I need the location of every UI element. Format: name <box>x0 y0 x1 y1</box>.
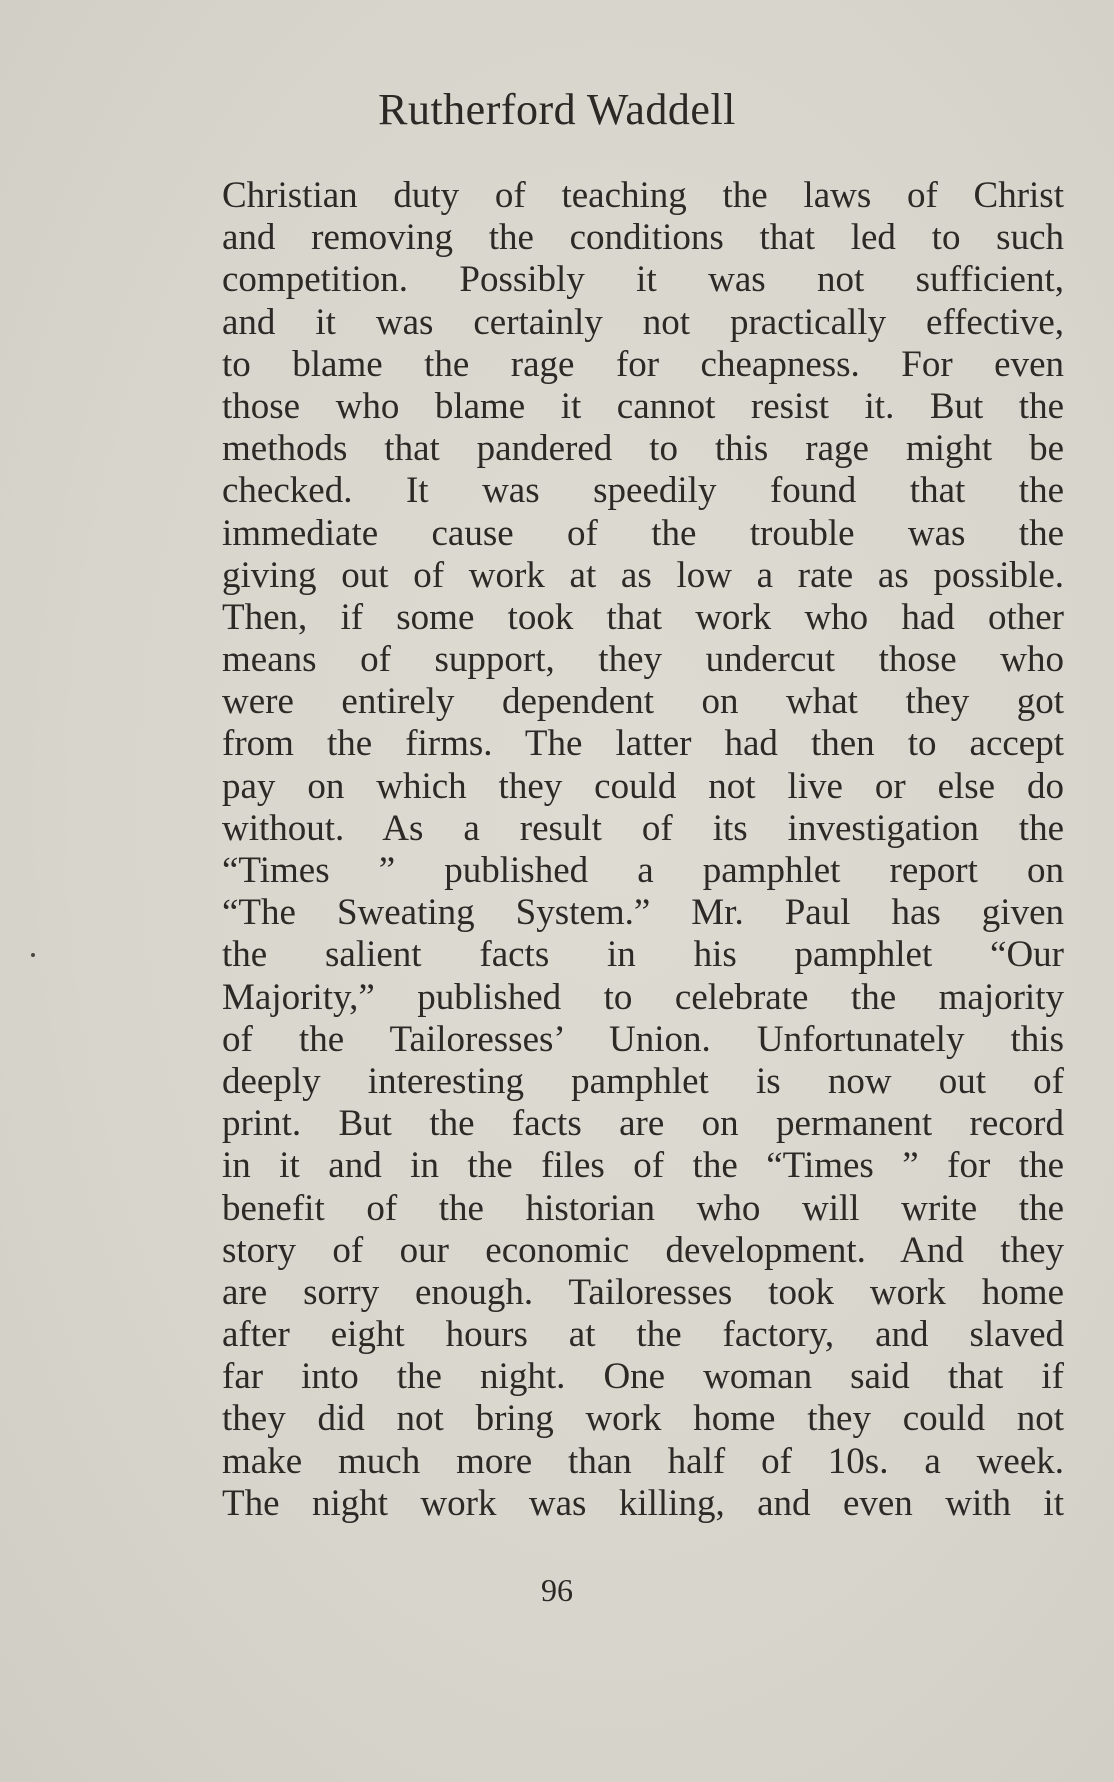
text-line: immediate cause of the trouble was the <box>222 512 1064 554</box>
running-head: Rutherford Waddell <box>378 85 736 134</box>
text-line: Majority,” published to celebrate the majority <box>222 976 1064 1018</box>
text-line: means of support, they undercut those who <box>222 639 1064 681</box>
text-line: are sorry enough. Tailoresses took work home <box>222 1271 1064 1313</box>
text-line: checked. It was speedily found that the <box>222 470 1064 512</box>
text-line: were entirely dependent on what they got <box>222 681 1064 723</box>
text-line: pay on which they could not live or else do <box>222 765 1064 807</box>
text-line: Christian duty of teaching the laws of Christ <box>222 175 1064 216</box>
text-line: to blame the rage for cheapness. For even <box>222 343 1064 385</box>
text-line: “The Sweating System.” Mr. Paul has given <box>222 892 1064 934</box>
text-line: of the Tailoresses’ Union. Unfortunately this <box>222 1018 1064 1060</box>
text-line: make much more than half of 10s. a week. <box>222 1440 1064 1482</box>
text-line: without. As a result of its investigation the <box>222 807 1064 849</box>
ink-speck <box>31 953 35 957</box>
body-text <box>222 175 1064 1525</box>
text-line: “Times ” published a pamphlet report on <box>222 850 1064 891</box>
text-line: story of our economic development. And they <box>222 1229 1064 1271</box>
text-line: benefit of the historian who will write the <box>222 1187 1064 1229</box>
text-line: far into the night. One woman said that if <box>222 1356 1064 1398</box>
text-line: print. But the facts are on permanent record <box>222 1103 1064 1145</box>
text-line: methods that pandered to this rage might be <box>222 428 1064 470</box>
text-line: after eight hours at the factory, and slaved <box>222 1314 1064 1356</box>
text-line: and removing the conditions that led to such <box>222 217 1064 259</box>
text-line: giving out of work at as low a rate as possible. <box>222 554 1064 596</box>
text-line: deeply interesting pamphlet is now out of <box>222 1060 1064 1102</box>
text-line: and it was certainly not practically effective, <box>222 301 1064 343</box>
text-line: The night work was killing, and even with it <box>222 1482 1064 1524</box>
text-line: the salient facts in his pamphlet “Our <box>222 934 1064 976</box>
text-line: in it and in the files of the “Times ” for the <box>222 1145 1064 1187</box>
text-line: from the firms. The latter had then to accept <box>222 723 1064 765</box>
text-line: competition. Possibly it was not sufficient, <box>222 259 1064 301</box>
page-number: 96 <box>541 1572 573 1608</box>
text-line: they did not bring work home they could not <box>222 1398 1064 1440</box>
text-line: Then, if some took that work who had other <box>222 596 1064 638</box>
text-line: those who blame it cannot resist it. But the <box>222 385 1064 427</box>
